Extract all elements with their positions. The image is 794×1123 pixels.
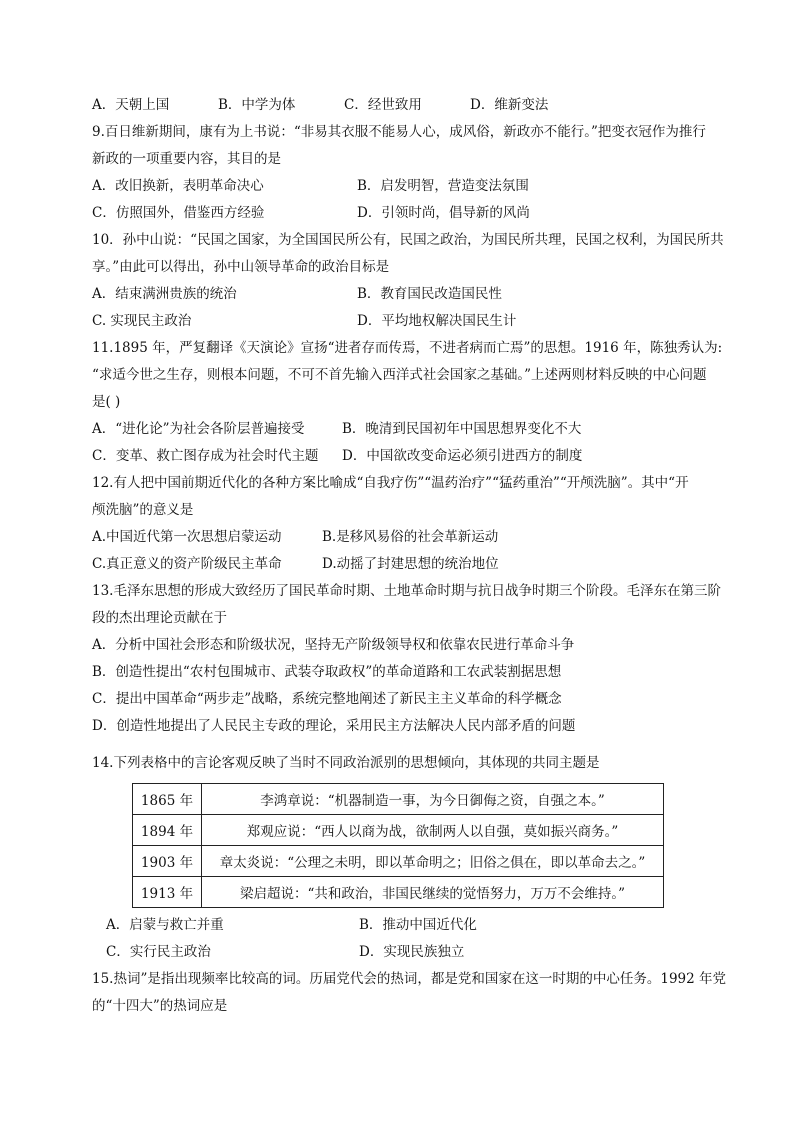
q10-stem-1: 10．孙中山说：“民国之国家，为全国国民所公有，民国之政治，为国民所共理，民国之权利，为国民所共 bbox=[92, 232, 724, 248]
q13-option-d[interactable]: D．创造性地提出了人民民主专政的理论，采用民主方法解决人民内部矛盾的问题 bbox=[92, 718, 576, 734]
q11-stem-3: 是( ) bbox=[92, 394, 121, 410]
q14-options-row-2 bbox=[92, 939, 712, 966]
q12-option-c[interactable]: C.真正意义的资产阶级民主革命 bbox=[92, 556, 282, 572]
q8-option-b[interactable]: B．中学为体 bbox=[218, 97, 296, 113]
q11-options-row-1 bbox=[92, 416, 712, 443]
q13-option-b[interactable]: B．创造性提出“农村包围城市、武装夺取政权”的革命道路和工农武装割据思想 bbox=[92, 664, 562, 680]
q13-option-c[interactable]: C．提出中国革命“两步走”战略，系统完整地阐述了新民主主义革命的科学概念 bbox=[92, 691, 562, 707]
q10-option-b[interactable]: B．教育国民改造国民性 bbox=[357, 286, 502, 302]
table-row bbox=[133, 846, 664, 877]
q9-stem-1: 9.百日维新期间，康有为上书说：“非易其衣服不能易人心，成风俗，新政亦不能行。”把变衣冠作为推行 bbox=[92, 124, 706, 140]
q14-option-d[interactable]: D．实现民族独立 bbox=[359, 944, 465, 960]
q9-options-row-1 bbox=[92, 173, 712, 200]
q12-option-b[interactable]: B.是移风易俗的社会革新运动 bbox=[322, 529, 499, 545]
q11-option-d[interactable]: D．中国欲改变命运必须引进西方的制度 bbox=[342, 448, 583, 464]
table-quote: 李鸿章说：“机器制造一事，为今日御侮之资，自强之本。” bbox=[202, 784, 664, 815]
q8-options bbox=[92, 92, 712, 119]
table-year: 1865 年 bbox=[133, 784, 202, 815]
q11-options-row-2 bbox=[92, 443, 712, 470]
q9-option-d[interactable]: D．引领时尚，倡导新的风尚 bbox=[357, 205, 530, 221]
exam-page bbox=[92, 92, 727, 1020]
q10-stem-2: 享。”由此可以得出，孙中山领导革命的政治目标是 bbox=[92, 259, 390, 275]
q9-option-a[interactable]: A．改旧换新，表明革命决心 bbox=[92, 178, 264, 194]
q11-option-b[interactable]: B．晚清到民国初年中国思想界变化不大 bbox=[342, 421, 582, 437]
q9-stem-2: 新政的一项重要内容，其目的是 bbox=[92, 151, 281, 167]
q12-option-d[interactable]: D.动摇了封建思想的统治地位 bbox=[322, 556, 499, 572]
q9-option-b[interactable]: B．启发明智，营造变法氛围 bbox=[357, 178, 529, 194]
q13-option-a[interactable]: A．分析中国社会形态和阶级状况，坚持无产阶级领导权和依靠农民进行革命斗争 bbox=[92, 637, 575, 653]
q10-option-a[interactable]: A．结束满洲贵族的统治 bbox=[92, 286, 237, 302]
q10-option-c[interactable]: C. 实现民主政治 bbox=[92, 313, 192, 329]
q15-stem-2: 的“十四大”的热词应是 bbox=[92, 998, 228, 1014]
q14-option-a[interactable]: A．启蒙与救亡并重 bbox=[106, 917, 224, 933]
q14-option-b[interactable]: B．推动中国近代化 bbox=[359, 917, 477, 933]
q12-options-row-1 bbox=[92, 524, 712, 551]
q10-options-row-1 bbox=[92, 281, 712, 308]
q11-option-c[interactable]: C．变革、救亡图存成为社会时代主题 bbox=[92, 448, 319, 464]
table-quote: 章太炎说：“公理之未明，即以革命明之；旧俗之俱在，即以革命去之。” bbox=[202, 846, 664, 877]
table-year: 1894 年 bbox=[133, 815, 202, 846]
table-year: 1913 年 bbox=[133, 877, 202, 908]
q8-option-d[interactable]: D．维新变法 bbox=[470, 97, 549, 113]
q12-option-a[interactable]: A.中国近代第一次思想启蒙运动 bbox=[92, 529, 282, 545]
q13-stem-2: 段的杰出理论贡献在于 bbox=[92, 610, 227, 626]
q14-stem: 14.下列表格中的言论客观反映了当时不同政治派别的思想倾向，其体现的共同主题是 bbox=[92, 755, 600, 771]
q14-option-c[interactable]: C．实行民主政治 bbox=[106, 944, 211, 960]
q12-stem-2: 颅洗脑”的意义是 bbox=[92, 502, 194, 518]
q10-options-row-2 bbox=[92, 308, 712, 335]
q10-option-d[interactable]: D．平均地权解决国民生计 bbox=[357, 313, 517, 329]
q8-option-a[interactable]: A．天朝上国 bbox=[92, 97, 170, 113]
table-row bbox=[133, 784, 664, 815]
q11-stem-2: “求适今世之生存，则根本问题，不可不首先输入西洋式社会国家之基础。”上述两则材料反映的中心问题 bbox=[92, 367, 707, 383]
q9-options-row-2 bbox=[92, 200, 712, 227]
table-row bbox=[133, 877, 664, 908]
q15-stem-1: 15.热词”是指出现频率比较高的词。历届党代会的热词，都是党和国家在这一时期的中心任务。1992 年党 bbox=[92, 971, 727, 987]
q8-option-c[interactable]: C．经世致用 bbox=[344, 97, 422, 113]
q14-options-row-1 bbox=[92, 912, 712, 939]
table-quote: 郑观应说：“西人以商为战，欲制两人以自强，莫如振兴商务。” bbox=[202, 815, 664, 846]
q12-stem-1: 12.有人把中国前期近代化的各种方案比喻成“自我疗伤”“温药治疗”“猛药重治”“开颅洗脑”。其中“开 bbox=[92, 475, 689, 491]
q9-option-c[interactable]: C．仿照国外，借鉴西方经验 bbox=[92, 205, 265, 221]
table-year: 1903 年 bbox=[133, 846, 202, 877]
q11-stem-1: 11.1895 年，严复翻译《天演论》宣扬“进者存而传焉，不进者病而亡焉”的思想。1916 年，陈独秀认为: bbox=[92, 340, 723, 356]
q12-options-row-2 bbox=[92, 551, 712, 578]
table-quote: 梁启超说：“共和政治，非国民继续的觉悟努力，万万不会维持。” bbox=[202, 877, 664, 908]
table-row bbox=[133, 815, 664, 846]
q13-stem-1: 13.毛泽东思想的形成大致经历了国民革命时期、土地革命时期与抗日战争时期三个阶段。毛泽东在第三阶 bbox=[92, 583, 721, 599]
q14-quote-table bbox=[132, 783, 664, 908]
q11-option-a[interactable]: A．“进化论”为社会各阶层普遍接受 bbox=[92, 421, 305, 437]
